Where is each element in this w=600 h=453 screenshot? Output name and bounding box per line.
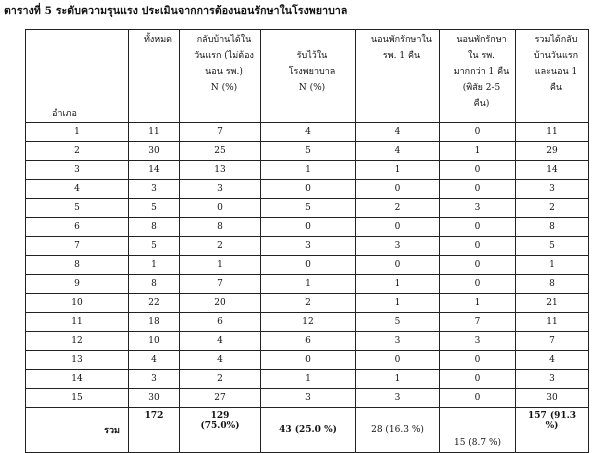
cell-more-nights: 1 [440, 294, 516, 313]
cell-home-same-day: 27 [180, 389, 261, 408]
cell-district: 9 [26, 275, 129, 294]
table-row [26, 313, 589, 332]
cell-admitted: 0 [261, 256, 356, 275]
cell-one-night: 1 [356, 275, 440, 294]
table-row [26, 370, 589, 389]
table-row [26, 180, 589, 199]
cell-admitted: 5 [261, 199, 356, 218]
cell-district: 11 [26, 313, 129, 332]
cell-more-nights: 0 [440, 275, 516, 294]
cell-admitted: 3 [261, 389, 356, 408]
table-row [26, 142, 589, 161]
cell-home-same-day: 20 [180, 294, 261, 313]
cell-home-same-day: 2 [180, 370, 261, 389]
header-admitted: รับไว้ใน โรงพยาบาล N (%) [261, 30, 356, 123]
cell-total: 30 [129, 142, 180, 161]
cell-one-night: 3 [356, 237, 440, 256]
cell-total: 14 [129, 161, 180, 180]
cell-home-same-day: 7 [180, 123, 261, 142]
cell-district: 2 [26, 142, 129, 161]
cell-more-nights: 0 [440, 237, 516, 256]
table-row [26, 237, 589, 256]
cell-home-same-day: 3 [180, 180, 261, 199]
cell-admitted: 1 [261, 161, 356, 180]
cell-more-nights: 0 [440, 256, 516, 275]
cell-home-sum: 5 [516, 237, 589, 256]
totals-home-count: 129 [210, 411, 230, 421]
cell-home-sum: 4 [516, 351, 589, 370]
cell-home-same-day: 8 [180, 218, 261, 237]
cell-district: 7 [26, 237, 129, 256]
cell-more-nights: 0 [440, 370, 516, 389]
cell-home-same-day: 1 [180, 256, 261, 275]
cell-total: 11 [129, 123, 180, 142]
cell-one-night: 4 [356, 142, 440, 161]
totals-home-sum-percent: %) [545, 421, 559, 431]
cell-more-nights: 0 [440, 123, 516, 142]
cell-more-nights: 3 [440, 332, 516, 351]
cell-one-night: 3 [356, 332, 440, 351]
totals-label: รวม [26, 408, 129, 453]
cell-district: 14 [26, 370, 129, 389]
totals-one-night: 28 (16.3 %) [356, 408, 440, 453]
cell-home-sum: 3 [516, 370, 589, 389]
totals-home-percent: (75.0%) [200, 421, 240, 431]
cell-district: 4 [26, 180, 129, 199]
cell-admitted: 6 [261, 332, 356, 351]
totals-admitted: 43 (25.0 %) [261, 408, 356, 453]
cell-one-night: 1 [356, 370, 440, 389]
table-row [26, 389, 589, 408]
cell-home-same-day: 7 [180, 275, 261, 294]
cell-total: 3 [129, 370, 180, 389]
severity-table [25, 29, 589, 453]
cell-more-nights: 0 [440, 351, 516, 370]
cell-home-sum: 2 [516, 199, 589, 218]
cell-home-same-day: 6 [180, 313, 261, 332]
cell-home-sum: 29 [516, 142, 589, 161]
cell-admitted: 1 [261, 370, 356, 389]
table-row [26, 351, 589, 370]
cell-home-same-day: 13 [180, 161, 261, 180]
totals-home-sum-count: 157 (91.3 [527, 411, 577, 421]
cell-home-sum: 1 [516, 256, 589, 275]
table-row [26, 161, 589, 180]
cell-one-night: 0 [356, 256, 440, 275]
cell-district: 1 [26, 123, 129, 142]
cell-one-night: 0 [356, 351, 440, 370]
table-caption: ตารางที่ 5 ระดับความรุนแรง ประเมินจากการต้องนอนรักษาในโรงพยาบาล [4, 5, 348, 17]
header-district: อำเภอ [26, 30, 129, 123]
cell-home-same-day: 25 [180, 142, 261, 161]
cell-home-sum: 11 [516, 313, 589, 332]
cell-admitted: 1 [261, 275, 356, 294]
cell-one-night: 0 [356, 180, 440, 199]
cell-home-same-day: 4 [180, 332, 261, 351]
cell-more-nights: 1 [440, 142, 516, 161]
cell-more-nights: 7 [440, 313, 516, 332]
cell-admitted: 2 [261, 294, 356, 313]
totals-more-nights: 15 (8.7 %) [440, 408, 516, 453]
cell-total: 5 [129, 199, 180, 218]
cell-home-sum: 14 [516, 161, 589, 180]
table-row [26, 199, 589, 218]
table-row [26, 256, 589, 275]
cell-one-night: 4 [356, 123, 440, 142]
cell-one-night: 0 [356, 218, 440, 237]
cell-more-nights: 0 [440, 180, 516, 199]
totals-row [26, 408, 589, 453]
cell-district: 3 [26, 161, 129, 180]
cell-total: 8 [129, 218, 180, 237]
cell-one-night: 1 [356, 294, 440, 313]
totals-home-sum [516, 408, 589, 453]
cell-home-sum: 11 [516, 123, 589, 142]
cell-total: 10 [129, 332, 180, 351]
cell-more-nights: 0 [440, 218, 516, 237]
cell-district: 6 [26, 218, 129, 237]
cell-home-same-day: 4 [180, 351, 261, 370]
cell-home-sum: 8 [516, 275, 589, 294]
header-stay-one-night: นอนพักรักษาใน รพ. 1 คืน [356, 30, 440, 123]
cell-home-sum: 8 [516, 218, 589, 237]
cell-home-same-day: 0 [180, 199, 261, 218]
header-home-total: รวมได้กลับ บ้านวันแรก และนอน 1 คืน [516, 30, 589, 123]
cell-one-night: 2 [356, 199, 440, 218]
table-row [26, 275, 589, 294]
cell-admitted: 0 [261, 218, 356, 237]
totals-total: 172 [129, 408, 180, 453]
cell-total: 30 [129, 389, 180, 408]
cell-district: 8 [26, 256, 129, 275]
cell-home-sum: 7 [516, 332, 589, 351]
cell-district: 15 [26, 389, 129, 408]
totals-home [180, 408, 261, 453]
cell-total: 5 [129, 237, 180, 256]
table-row [26, 123, 589, 142]
cell-more-nights: 0 [440, 389, 516, 408]
cell-home-same-day: 2 [180, 237, 261, 256]
cell-admitted: 5 [261, 142, 356, 161]
cell-total: 18 [129, 313, 180, 332]
cell-total: 3 [129, 180, 180, 199]
cell-admitted: 4 [261, 123, 356, 142]
cell-more-nights: 3 [440, 199, 516, 218]
cell-total: 8 [129, 275, 180, 294]
table-row [26, 218, 589, 237]
cell-home-sum: 3 [516, 180, 589, 199]
header-total: ทั้งหมด [129, 30, 180, 123]
cell-admitted: 3 [261, 237, 356, 256]
cell-more-nights: 0 [440, 161, 516, 180]
cell-home-sum: 30 [516, 389, 589, 408]
cell-one-night: 5 [356, 313, 440, 332]
cell-admitted: 0 [261, 180, 356, 199]
cell-home-sum: 21 [516, 294, 589, 313]
table-row [26, 294, 589, 313]
cell-district: 13 [26, 351, 129, 370]
cell-district: 5 [26, 199, 129, 218]
header-stay-more: นอนพักรักษา ใน รพ. มากกว่า 1 คืน (พิสัย 2-5 คืน) [440, 30, 516, 123]
cell-total: 4 [129, 351, 180, 370]
cell-one-night: 1 [356, 161, 440, 180]
header-home-same-day: กลับบ้านได้ใน วันแรก (ไม่ต้อง นอน รพ.) N (%) [180, 30, 261, 123]
cell-admitted: 0 [261, 351, 356, 370]
cell-total: 1 [129, 256, 180, 275]
cell-district: 10 [26, 294, 129, 313]
cell-total: 22 [129, 294, 180, 313]
table-row [26, 332, 589, 351]
cell-district: 12 [26, 332, 129, 351]
cell-one-night: 3 [356, 389, 440, 408]
cell-admitted: 12 [261, 313, 356, 332]
